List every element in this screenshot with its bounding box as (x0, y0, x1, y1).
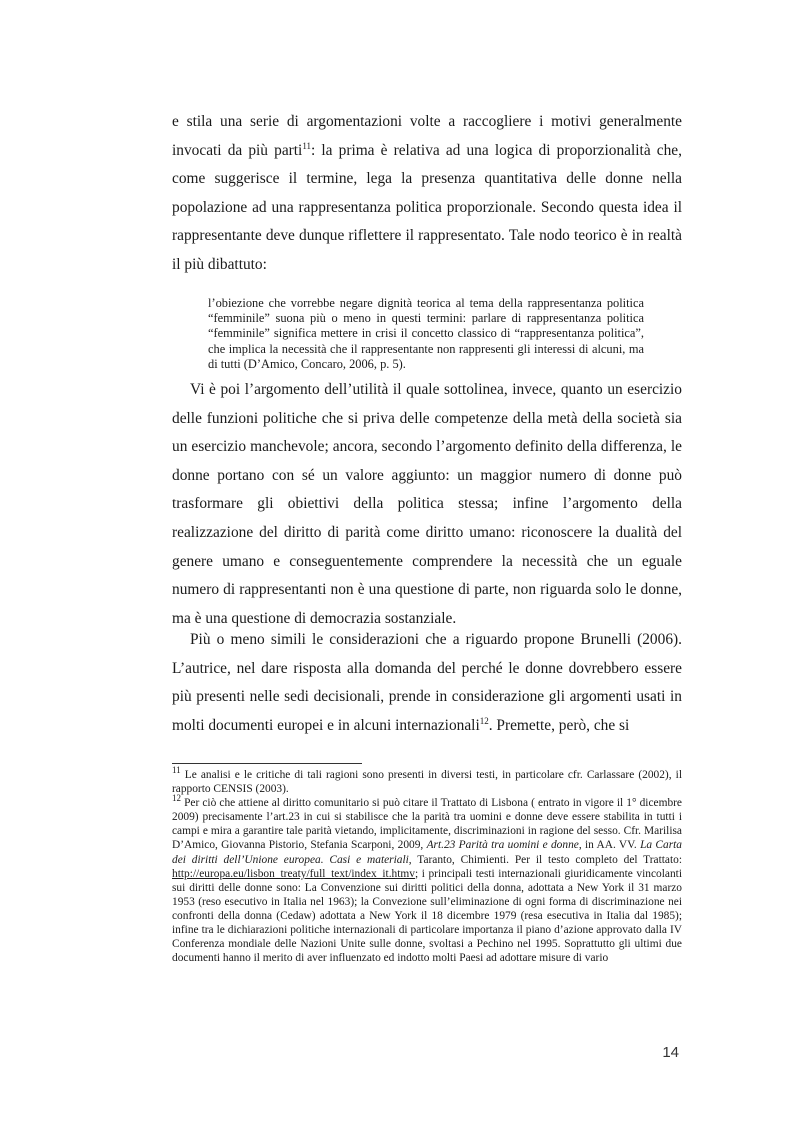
paragraph-1-text-a: e stila una serie di argomentazioni volte a raccogliere i motivi generalmente invocati da più parti (172, 113, 682, 159)
paragraph-2: Vi è poi l’argomento dell’utilità il quale sottolinea, invece, quanto un esercizio delle funzioni politiche che si priva delle competenze della metà della società sia un esercizio manchevole; ancora, secondo l’argomento definito della differenza, le donne portano con sé un valore aggiunto: un maggior numero di donne può trasformare gli obiettivi della politica stessa; infine l’argomento della realizzazione del diritto di parità come diritto umano: riconoscere la dualità del genere umano e conseguentemente comprendere la necessità che un eguale numero di rappresentanti non è una questione di parte, non riguarda solo le donne, ma è una questione di democrazia sostanziale. (172, 381, 682, 627)
footnote-11 (172, 765, 682, 796)
footnote-ref-12[interactable]: 12 (479, 715, 489, 726)
footnote-12 (172, 793, 682, 965)
footnotes (172, 765, 682, 965)
paragraph-3-text-a: Più o meno simili le considerazioni che a riguardo propone Brunelli (2006). L’autrice, nel dare risposta alla domanda del perché le donne dovrebbero essere più presenti nelle sedi decisionali, prende in considerazione gli argomenti usati in molti documenti europei e in alcuni internazionali (172, 631, 682, 734)
footnote-ref-11[interactable]: 11 (302, 140, 311, 151)
footnote-12-italic-b: La Carta dei diritti dell’Unione europea. Casi e materiali (172, 839, 682, 866)
footnote-12-text-c: , Taranto, Chimienti. Per il testo completo del Trattato: (408, 853, 682, 866)
paragraph-3 (172, 626, 682, 740)
footnote-11-number: 11 (172, 765, 181, 776)
footnote-12-italic-a: Art.23 Parità tra uomini e donne (426, 839, 579, 852)
footnote-12-text-a: Per ciò che attiene al diritto comunitario si può citare il Trattato di Lisbona ( entrato in vigore il 1° dicembre 2009) precisamente l’art.23 in cui si stabilisce che la parità tra uomini e donne deve essere stabilita in tutti i campi e mira a garantire tale parità vietando, implicitamente, discriminazioni in ragione del sesso. Cfr. Marilisa D’Amico, Giovanna Pistorio, Stefania Scarponi, 2009, (172, 797, 682, 852)
footnote-11-text: Le analisi e le critiche di tali ragioni sono presenti in diversi testi, in particolare cfr. Carlassare (2002), il rapporto CENSIS (2003). (172, 769, 682, 796)
footnote-12-text-b: , in AA. VV. (578, 839, 641, 852)
page-number: 14 (662, 1044, 679, 1061)
treaty-link[interactable]: http://europa.eu/lisbon_treaty/full_text/index_it.htmv (172, 867, 415, 880)
block-quote: l’obiezione che vorrebbe negare dignità teorica al tema della rappresentanza politica “femminile” suona più o meno in questi termini: parlare di rappresentanza politica “femminile” significa mettere in crisi il concetto classico di “rappresentanza politica”, che implica la necessità che il rappresentante non rappresenti gli interessi di alcuni, ma di tutti (D’Amico, Concaro, 2006, p. 5). (208, 296, 644, 371)
footnote-separator (172, 763, 362, 764)
footnote-12-number: 12 (172, 793, 181, 804)
paragraph-3-text-b: . Premette, però, che si (488, 716, 630, 734)
paragraph-1-text-b: : la prima è relativa ad una logica di proporzionalità che, come suggerisce il termine, lega la presenza quantitativa delle donne nella popolazione ad una rappresentanza politica proporzionale. Secondo questa idea il rappresentante deve dunque riflettere il rappresentato. Tale nodo teorico è in realtà il più dibattuto: (172, 141, 682, 273)
paragraph-1 (172, 108, 682, 280)
footnote-12-text-d: ; i principali testi internazionali giuridicamente vincolanti sui diritti delle donne sono: La Convenzione sui diritti politici della donna, adottata a New York il 31 marzo 1953 (reso esecutivo in Italia nel 1963); la Convezione sull’eliminazione di ogni forma di discriminazione nei confronti della donna (Cedaw) adottata a New York il 18 dicembre 1979 (resa esecutiva in Italia dal 1985); infine tra le dichiarazioni politiche internazionali di particolare importanza il piano d’azione approvato dalla IV Conferenza mondiale delle Nazioni Unite sulle donne, svoltasi a Pechino nel 1995. Soprattutto gli ultimi due documenti hanno il merito di aver influenzato ed indotto molti Paesi ad adottare misure di vario (172, 867, 682, 965)
